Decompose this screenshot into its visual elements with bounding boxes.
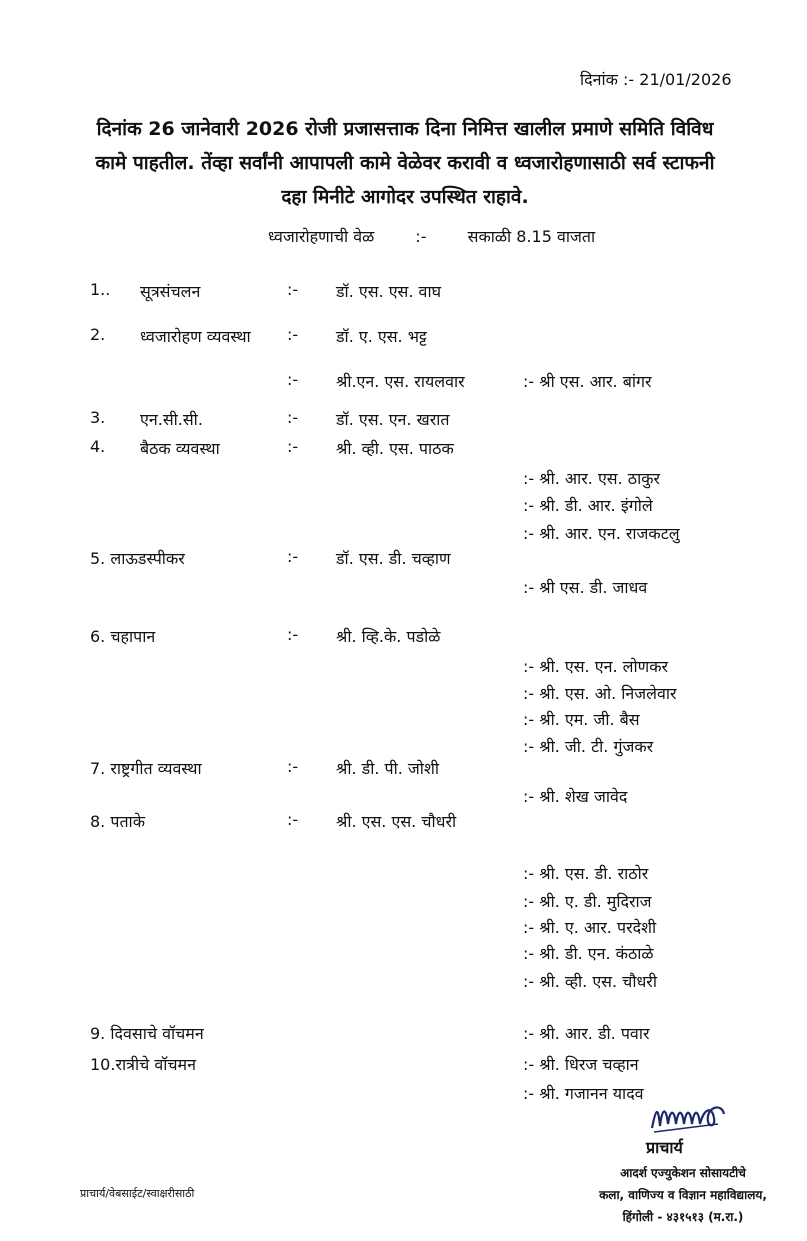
item-label: 9. दिवसाचे वॉचमन <box>90 1024 204 1043</box>
signature-block <box>568 1098 798 1238</box>
item-number: 3. <box>90 408 106 427</box>
item-separator: :- <box>287 325 299 344</box>
item-extra-member: :- श्री. ए. आर. परदेशी <box>523 918 657 937</box>
item-primary-member: डॉ. ए. एस. भट्ट <box>336 327 427 346</box>
item-primary-member: श्री. व्हि.के. पडोळे <box>336 627 441 646</box>
item-primary-member: श्री.एन. एस. रायलवार <box>336 372 465 391</box>
item-label: ध्वजारोहण व्यवस्था <box>140 327 251 346</box>
flag-hoisting-time <box>268 225 595 247</box>
footer-note: प्राचार्य/वेबसाईट/स्वाक्षरीसाठी <box>80 1187 195 1200</box>
flag-time-label: ध्वजारोहणाची वेळ <box>268 227 375 246</box>
item-extra-member: :- श्री. जी. टी. गुंजकर <box>523 737 654 756</box>
stamp-line: हिंगोली - ४३१५१३ (म.रा.) <box>622 1210 744 1224</box>
item-label: एन.सी.सी. <box>140 410 203 429</box>
item-extra-member: :- श्री. शेख जावेद <box>523 787 628 806</box>
item-extra-member: :- श्री. एस. डी. राठोर <box>523 864 649 883</box>
item-extra-member: :- श्री. आर. एन. राजकटलु <box>523 524 680 543</box>
intro-paragraph <box>60 112 750 214</box>
item-extra-member: :- श्री. ए. डी. मुदिराज <box>523 892 652 911</box>
item-primary-member: डॉ. एस. डी. चव्हाण <box>336 549 451 568</box>
item-separator: :- <box>287 547 299 566</box>
item-number: 2. <box>90 325 106 344</box>
item-label: 10.रात्रीचे वॉचमन <box>90 1055 197 1074</box>
item-label: 8. पताके <box>90 812 145 831</box>
item-number: 1.. <box>90 280 111 299</box>
item-primary-member: डॉ. एस. एन. खरात <box>336 410 450 429</box>
item-extra-member: :- श्री एस. डी. जाधव <box>523 578 648 597</box>
flag-time-value: सकाळी 8.15 वाजता <box>467 227 596 246</box>
item-extra-member: :- श्री. व्ही. एस. चौधरी <box>523 972 657 991</box>
item-separator: :- <box>287 437 299 456</box>
item-separator: :- <box>287 625 299 644</box>
item-extra-member: :- श्री. आर. डी. पवार <box>523 1024 650 1043</box>
item-label: 5. लाऊडस्पीकर <box>90 549 185 568</box>
stamp-line: आदर्श एज्युकेशन सोसायटीचे <box>620 1166 746 1180</box>
college-stamp <box>568 1162 798 1228</box>
item-primary-member: श्री. व्ही. एस. पाठक <box>336 439 454 458</box>
item-extra-member: :- श्री. गजानन यादव <box>523 1084 644 1103</box>
intro-line: कामे पाहतील. तेंव्हा सर्वांनी आपापली कामे वेळेवर करावी व ध्वजारोहणासाठी सर्व स्टाफनी <box>95 152 715 174</box>
principal-title: प्राचार्य <box>646 1138 683 1157</box>
item-separator: :- <box>287 810 299 829</box>
item-separator: :- <box>287 370 299 389</box>
item-primary-member: श्री. एस. एस. चौधरी <box>336 812 457 831</box>
item-label: बैठक व्यवस्था <box>140 439 220 458</box>
item-extra-member: :- श्री. डी. आर. इंगोले <box>523 496 653 515</box>
item-extra-member: :- श्री. एस. ओ. निजलेवार <box>523 684 677 703</box>
item-separator: :- <box>287 408 299 427</box>
item-extra-member: :- श्री. एस. एन. लोणकर <box>523 657 669 676</box>
item-primary-member: डॉ. एस. एस. वाघ <box>336 282 442 301</box>
stamp-line: कला, वाणिज्य व विज्ञान महाविद्यालय, <box>599 1188 767 1202</box>
item-extra-member: :- श्री. आर. एस. ठाकुर <box>523 469 661 488</box>
intro-line: दिनांक 26 जानेवारी 2026 रोजी प्रजासत्ताक दिना निमित्त खालील प्रमाणे समिति विविध <box>96 118 714 140</box>
item-extra-member: :- श्री. धिरज चव्हान <box>523 1055 639 1074</box>
item-extra-member: :- श्री. डी. एन. कंठाळे <box>523 944 654 963</box>
document-date: दिनांक :- 21/01/2026 <box>580 70 732 89</box>
item-label: 7. राष्ट्रगीत व्यवस्था <box>90 759 202 778</box>
item-extra-member: :- श्री. एम. जी. बैस <box>523 710 640 729</box>
item-extra-member: :- श्री एस. आर. बांगर <box>523 372 652 391</box>
item-label: सूत्रसंचलन <box>140 282 201 301</box>
flag-time-separator: :- <box>415 227 427 246</box>
intro-line: दहा मिनीटे आगोदर उपस्थित राहावे. <box>281 186 529 208</box>
item-separator: :- <box>287 757 299 776</box>
signature-mark <box>648 1098 738 1138</box>
item-number: 4. <box>90 437 106 456</box>
item-primary-member: श्री. डी. पी. जोशी <box>336 759 439 778</box>
item-label: 6. चहापान <box>90 627 156 646</box>
item-separator: :- <box>287 280 299 299</box>
